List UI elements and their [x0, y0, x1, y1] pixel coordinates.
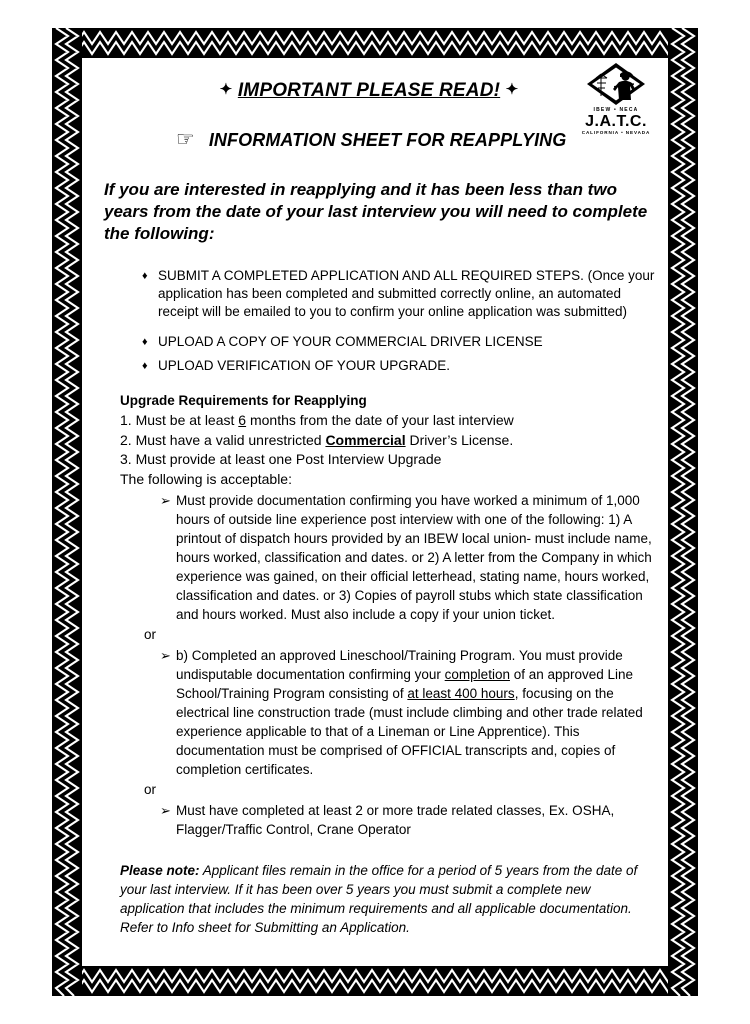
border-band-left: [52, 28, 82, 996]
list-item: [142, 357, 664, 375]
requirement-2: [120, 431, 664, 451]
list-item-label: UPLOAD A COPY OF YOUR COMMERCIAL DRIVER LICENSE: [158, 334, 543, 349]
logo-top-text: IBEW • NECA: [593, 107, 639, 113]
please-note-text: Applicant files remain in the office for a period of 5 years from the date of your last interview. If it has been over 5 years you must submit a complete new application that includes the minimum requirements and all applicable documentation. Refer to Info sheet for Submitting an Application.: [120, 863, 638, 935]
option-b-400-hours: at least 400 hours: [407, 686, 515, 701]
border-band-bottom: [52, 966, 698, 996]
requirements-bullet-list: [104, 267, 664, 375]
star-icon-left: ✦: [219, 81, 233, 98]
logo-bottom-text: CALIFORNIA • NEVADA: [581, 130, 651, 135]
acceptable-option-c-text: Must have completed at least 2 or more trade related classes, Ex. OSHA, Flagger/Traffic Control, Crane Operator: [176, 803, 615, 837]
page-title-text: IMPORTANT PLEASE READ!: [237, 80, 501, 101]
requirement-1-months: 6: [238, 412, 247, 428]
list-item-label: SUBMIT A COMPLETED APPLICATION AND ALL REQUIRED STEPS. (Once your application has been completed and submitted correctly online, an automated receipt will be emailed to you to confirm your online application was submitted): [158, 268, 655, 319]
lineman-emblem-icon: [586, 62, 646, 106]
option-b-part1: b) Completed an approved Lineschool/Training Program. You must provide undisputable documentation confirming your: [176, 648, 623, 682]
jatc-logo: [570, 62, 662, 136]
arrow-bullet-icon: ➢: [160, 648, 171, 663]
diamond-bullet-icon: ♦: [142, 360, 148, 372]
or-separator: or: [144, 627, 157, 642]
option-b-part3: , focusing on the electrical line construction trade (must include climbing and other trade related experience applicable to that of a Lineman or Line Apprentice). This documentation must be comprised of OFFICIAL transcripts and, copies of completion certificates.: [176, 686, 643, 777]
section-heading: Upgrade Requirements for Reapplying: [120, 393, 367, 408]
please-note-label: Please note:: [120, 863, 200, 878]
border-band-right: [668, 28, 698, 996]
requirement-1-post: months from the date of your last interview: [246, 412, 514, 428]
border-band-top: [52, 28, 698, 58]
diamond-bullet-icon: ♦: [142, 336, 148, 348]
requirement-1-pre: 1. Must be at least: [120, 412, 239, 428]
list-item: [142, 333, 664, 351]
acceptable-option-b: [162, 646, 664, 779]
list-item-label: UPLOAD VERIFICATION OF YOUR UPGRADE.: [158, 358, 451, 373]
star-icon-right: ✦: [505, 81, 519, 98]
requirement-2-commercial: Commercial: [325, 431, 406, 448]
document-content: [82, 58, 668, 966]
requirement-1: [120, 411, 664, 431]
acceptable-option-a: [162, 491, 664, 624]
requirement-3: 3. Must provide at least one Post Interview Upgrade: [120, 451, 442, 467]
logo-main-text: J.A.T.C.: [585, 113, 647, 130]
diamond-bullet-icon: ♦: [142, 270, 148, 282]
intro-paragraph: If you are interested in reapplying and it has been less than two years from the date of your last interview you will need to complete the following:: [104, 180, 648, 243]
or-separator: or: [144, 782, 157, 797]
upgrade-requirements-section: [104, 391, 664, 839]
arrow-bullet-icon: ➢: [160, 493, 171, 508]
acceptable-intro: The following is acceptable:: [120, 470, 292, 487]
requirement-2-post: Driver’s License.: [405, 431, 514, 448]
pointing-hand-icon: ☞: [176, 128, 195, 151]
requirement-2-pre: 2. Must have a valid unrestricted: [120, 431, 326, 448]
acceptable-option-c: [162, 801, 664, 839]
list-item: [142, 267, 664, 321]
option-b-completion: completion: [444, 667, 510, 682]
arrow-bullet-icon: ➢: [160, 803, 171, 818]
subtitle-text: INFORMATION SHEET FOR REAPPLYING: [208, 130, 567, 150]
please-note-paragraph: [104, 861, 664, 937]
acceptable-option-a-text: Must provide documentation confirming you have worked a minimum of 1,000 hours of outside line experience post interview with one of the following: 1) A printout of dispatch hours provided by an IBEW local union- must include name, hours worked, classification and dates. or 2) A letter from the Company in which experience was gained, on their official letterhead, stating name, hours worked, classification and dates. or 3) Copies of payroll stubs which state classification and hours worked. Must also include a copy if your union ticket.: [176, 493, 652, 622]
option-b-part2: of an approved Line School/Training Program consisting of: [176, 667, 634, 701]
acceptable-option-b-text: [176, 648, 643, 777]
